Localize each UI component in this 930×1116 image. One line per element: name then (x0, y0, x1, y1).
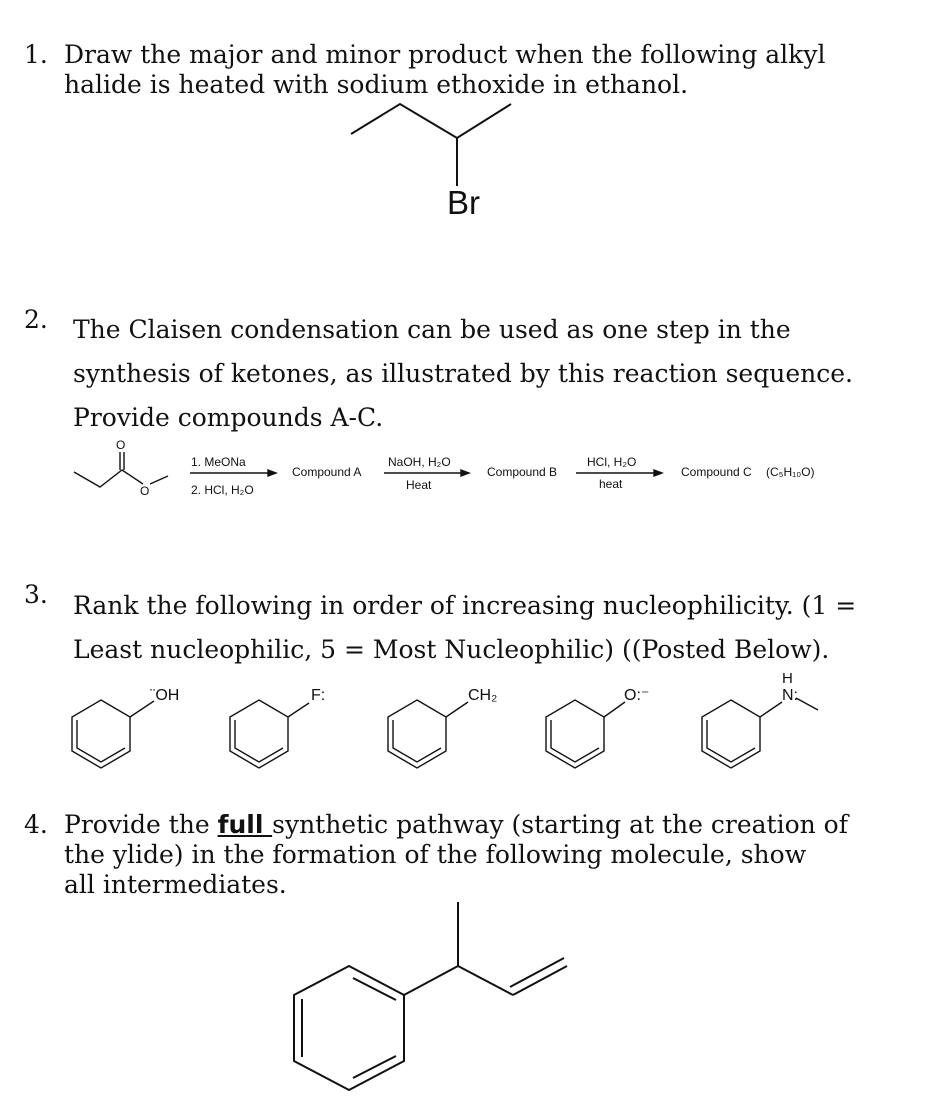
q3-sub5-n-label: N: (782, 687, 798, 704)
q4-text-line2: the ylide) in the formation of the following molecule, show (64, 840, 807, 869)
q4-number: 4. (24, 810, 48, 839)
q4-ring-double-bond-3 (353, 1056, 396, 1078)
q4-ch-to-vinyl-bond (458, 966, 513, 995)
q2-compound-c-formula: (C₅H₁₀O) (766, 465, 815, 479)
q2-number: 2. (24, 305, 48, 334)
q2-step1-top: 1. MeONa (191, 455, 246, 469)
q4-text-line3: all intermediates. (64, 870, 287, 899)
q4-ring-to-ch-bond (404, 966, 458, 995)
q1-text-line1: Draw the major and minor product when the following alkyl (64, 40, 826, 69)
q2-compound-a: Compound A (292, 465, 362, 479)
q2-step3-bottom: heat (599, 477, 623, 491)
q3-sub5-h-label: H (782, 670, 793, 687)
q2-step3-top: HCl, H₂O (587, 455, 637, 469)
q1-text-line2: halide is heated with sodium ethoxide in ethanol. (64, 70, 689, 99)
q3-text-line2: Least nucleophilic, 5 = Most Nucleophilic) ((Posted Below). (73, 635, 830, 664)
q1-br-label: Br (447, 184, 480, 221)
q4-ring-double-bond-1 (353, 978, 396, 1000)
q3-sub4-label: O:⁻ (624, 687, 650, 704)
q3-sub3-label: CH₂ (468, 687, 498, 704)
q4-line1-bold-full: full (217, 810, 273, 839)
q2-step1-bottom: 2. HCl, H₂O (191, 483, 254, 497)
q3-sub2-label: F: (311, 687, 326, 704)
q2-step2-top: NaOH, H₂O (388, 455, 451, 469)
q2-compound-c: Compound C (681, 465, 752, 479)
q1-number: 1. (24, 40, 48, 69)
q2-ester-o-top: O (116, 438, 126, 452)
q4-benzene-ring (294, 966, 404, 1090)
q2-step2-bottom: Heat (406, 478, 432, 492)
q2-compound-b: Compound B (487, 465, 558, 479)
q4-line1-post: synthetic pathway (starting at the creation of (272, 810, 848, 839)
q2-ester-o-bottom: O (140, 484, 150, 498)
q4-line1-pre: Provide the (64, 810, 218, 839)
q2-text-line1: The Claisen condensation can be used as one step in the (73, 315, 791, 344)
q3-sub1-label: ¨OH (150, 687, 180, 704)
q2-text-line3: Provide compounds A-C. (73, 403, 384, 432)
q3-text-line1: Rank the following in order of increasing nucleophilicity. (1 = (73, 591, 857, 620)
q2-text-line2: synthesis of ketones, as illustrated by this reaction sequence. (73, 359, 853, 388)
q3-number: 3. (24, 580, 48, 609)
